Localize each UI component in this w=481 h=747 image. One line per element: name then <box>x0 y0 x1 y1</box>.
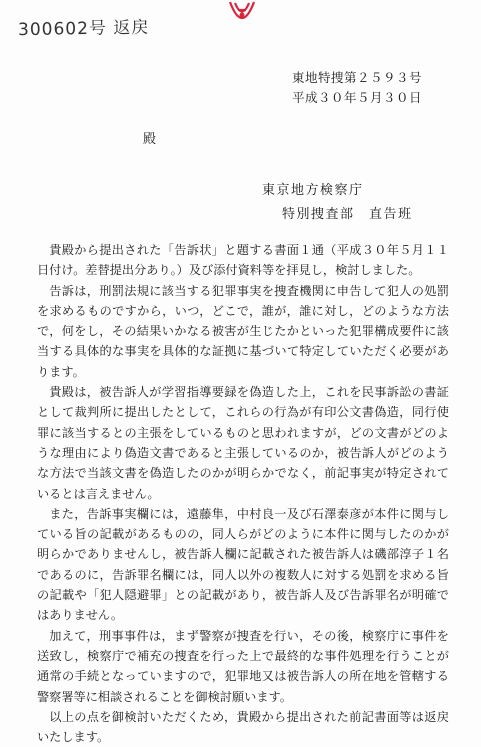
body-paragraph: 貴殿は，被告訴人が学習指導要録を偽造した上，これを民事訴訟の書証として裁判所に提出したとして，これらの行為が有印公文書偽造，同行使罪に該当するとの主張をしているものと思われますが，どの文書がどのような理由により偽造文書であると主張しているのか，被告訴人がどのような方法で当該文書を偽造したのかが明らかでなく，前記事実が特定されているとは言えません。 <box>37 385 449 501</box>
body-paragraph: また，告訴事実欄には，遠藤隼，中村良一及び石澤泰彦が本件に関与している旨の記載があるものの，同人らがどのように本件に関与したのかが明らかでありませんし，被告訴人欄に記載された被告訴人は磯部淳子１名であるのに，告訴罪名欄には，同人以外の複数人に対する処罰を求める旨の記載や「犯人隠避罪」との記載があり，被告訴人及び告訴罪名が明確ではありません。 <box>37 506 449 623</box>
body-paragraph: 加えて，刑事事件は，まず警察が捜査を行い，その後，検察庁に事件を送致し，検察庁で補充の捜査を行った上で最終的な事件処理を行うことが通常の手続となっていますので，犯罪地又は被告訴人の所在地を管轄する警察署等に相談されることを御検討願います。 <box>37 628 449 704</box>
sender-department: 特別捜査部 直告班 <box>282 207 413 222</box>
sender-office: 東京地方検察庁 <box>262 183 364 198</box>
body-paragraph: 告訴は，刑罰法規に該当する犯罪事実を捜査機関に申告して犯人の処罰を求めるものですから，いつ，どこで，誰が，誰に対し，どのような方法で，何をし，その結果いかなる被害が生じたかといった犯罪構成要件に該当する具体的な事実を具体的な証拠に基づいて特定していただく必要があります。 <box>37 283 449 379</box>
document-date: 平成３０年５月３０日 <box>292 90 423 105</box>
red-seal-stamp <box>226 0 258 26</box>
handwritten-note: 300602号 返戻 <box>17 17 150 41</box>
body-paragraph: 貴殿から提出された「告訴状」と題する書面１通（平成３０年５月１１日付け。差替提出分あり。）及び添付資料等を拝見し，検討しました。 <box>37 243 449 278</box>
addressee: 殿 <box>143 132 157 147</box>
body-paragraph: 以上の点を御検討いただくため，貴殿から提出された前記書面等は返戻いたします。 <box>37 709 449 745</box>
letter-body <box>37 240 449 747</box>
document-number: 東地特捜第２５９３号 <box>292 70 423 85</box>
